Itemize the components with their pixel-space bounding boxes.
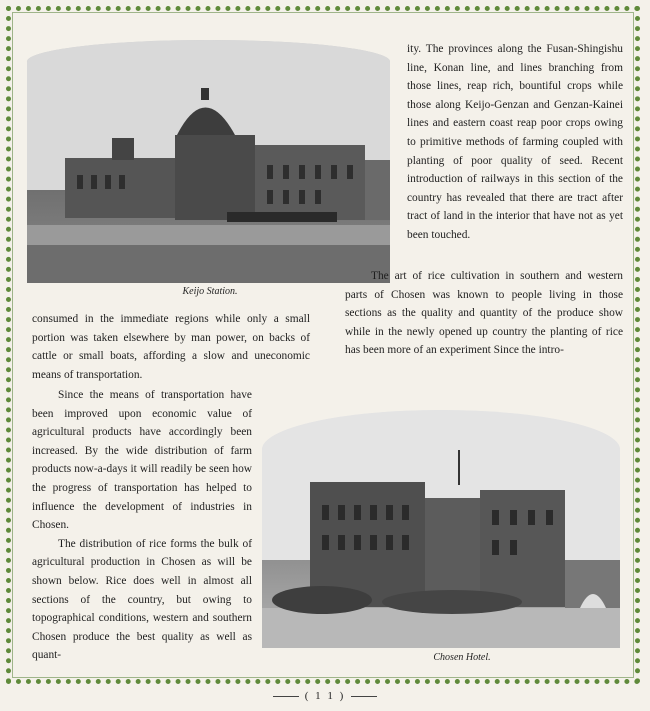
chosen-hotel-illustration	[262, 410, 620, 648]
left-column	[32, 310, 310, 384]
chosen-hotel-caption: Chosen Hotel.	[433, 652, 491, 663]
rule-left	[273, 696, 299, 697]
rule-right	[351, 696, 377, 697]
paragraph: The distribution of rice forms the bulk of agricultural production in Chosen as will be shown below. Rice does well in almost all sections of the country, but owing to topographical conditions, western and southern Chosen produce the best quality as well as quant-	[32, 537, 252, 662]
right-column-top	[407, 40, 623, 245]
chosen-hotel-photo	[262, 410, 620, 648]
paragraph: ity. The provinces along the Fusan-Shingishu line, Konan line, and lines branching from those lines, reap rich, bountiful crops while those along Keijo-Genzan and Genzan-Kainei lines and eastern coast reap poor crops owing to primitive methods of farming coupled with planting of poor quality of seed. Recent introduction of railways in this section of the country has revealed that there are tract after tract of land in the interior that have not as yet been touched.	[407, 43, 623, 241]
keijo-station-illustration	[27, 40, 390, 283]
keijo-station-caption: Keijo Station.	[182, 286, 238, 297]
right-column-continuation	[345, 267, 623, 360]
page-number	[0, 690, 650, 702]
paragraph: The art of rice cultivation in southern and western parts of Chosen was known to people living in those sections as the quality and quantity of the produce show while in the newly opened up country the planting of rice has been more of an experiment Since the intro-	[345, 270, 623, 357]
paragraph: Since the means of transportation have been improved upon economic value of agricultural products have accordingly been increased. By the wide distribution of farm products now-a-days it will readily be seen how the progress of transportation has helped to influence the development of industries in Chosen.	[32, 389, 252, 532]
paragraph: consumed in the immediate regions while only a small portion was taken elsewhere by man power, on backs of cattle or small boats, affording a slow and uneconomic means of transportation.	[32, 313, 310, 381]
page-number-text: ( 1 1 )	[304, 690, 346, 702]
keijo-station-photo	[27, 40, 390, 283]
